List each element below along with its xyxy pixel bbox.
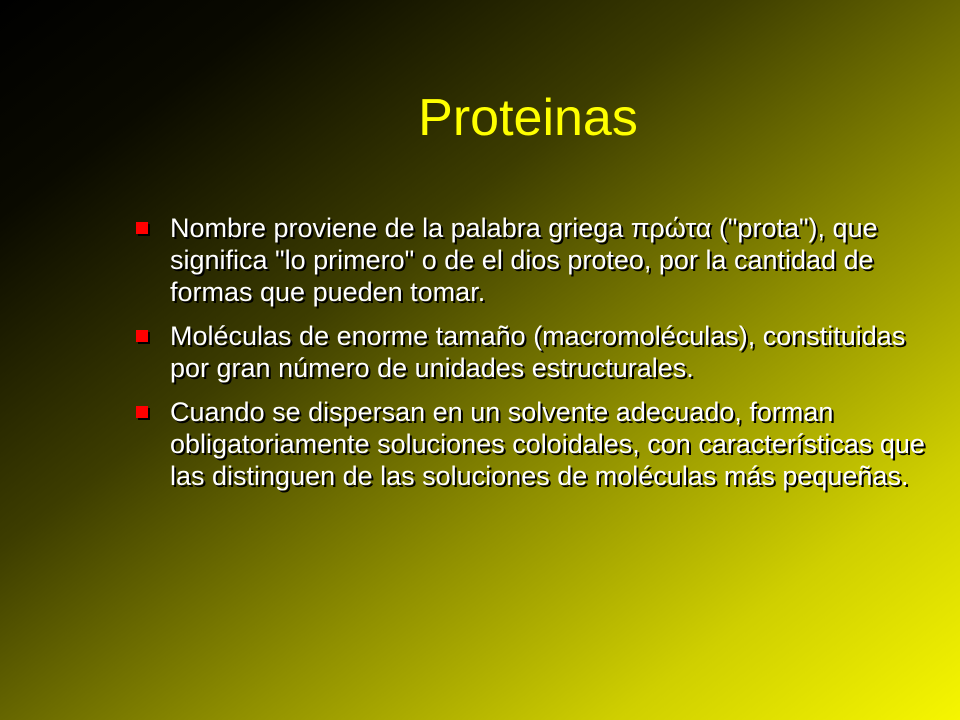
bullet-list	[136, 212, 926, 504]
bullet-text: Moléculas de enorme tamaño (macromoléculas), constituidas por gran número de unidades estructurales.	[170, 321, 906, 383]
square-bullet-icon	[136, 406, 148, 418]
bullet-item	[136, 396, 926, 492]
square-bullet-icon	[136, 330, 148, 342]
bullet-text: Nombre proviene de la palabra griega πρώτα ("prota"), que significa "lo primero" o de el dios proteo, por la cantidad de formas que pueden tomar.	[170, 213, 878, 307]
square-bullet-icon	[136, 222, 148, 234]
bullet-item	[136, 212, 926, 308]
bullet-item	[136, 320, 926, 384]
slide-title: Proteinas	[418, 89, 638, 147]
bullet-text: Cuando se dispersan en un solvente adecuado, forman obligatoriamente soluciones coloidales, con características que las distinguen de las soluciones de moléculas más pequeñas.	[170, 397, 925, 491]
